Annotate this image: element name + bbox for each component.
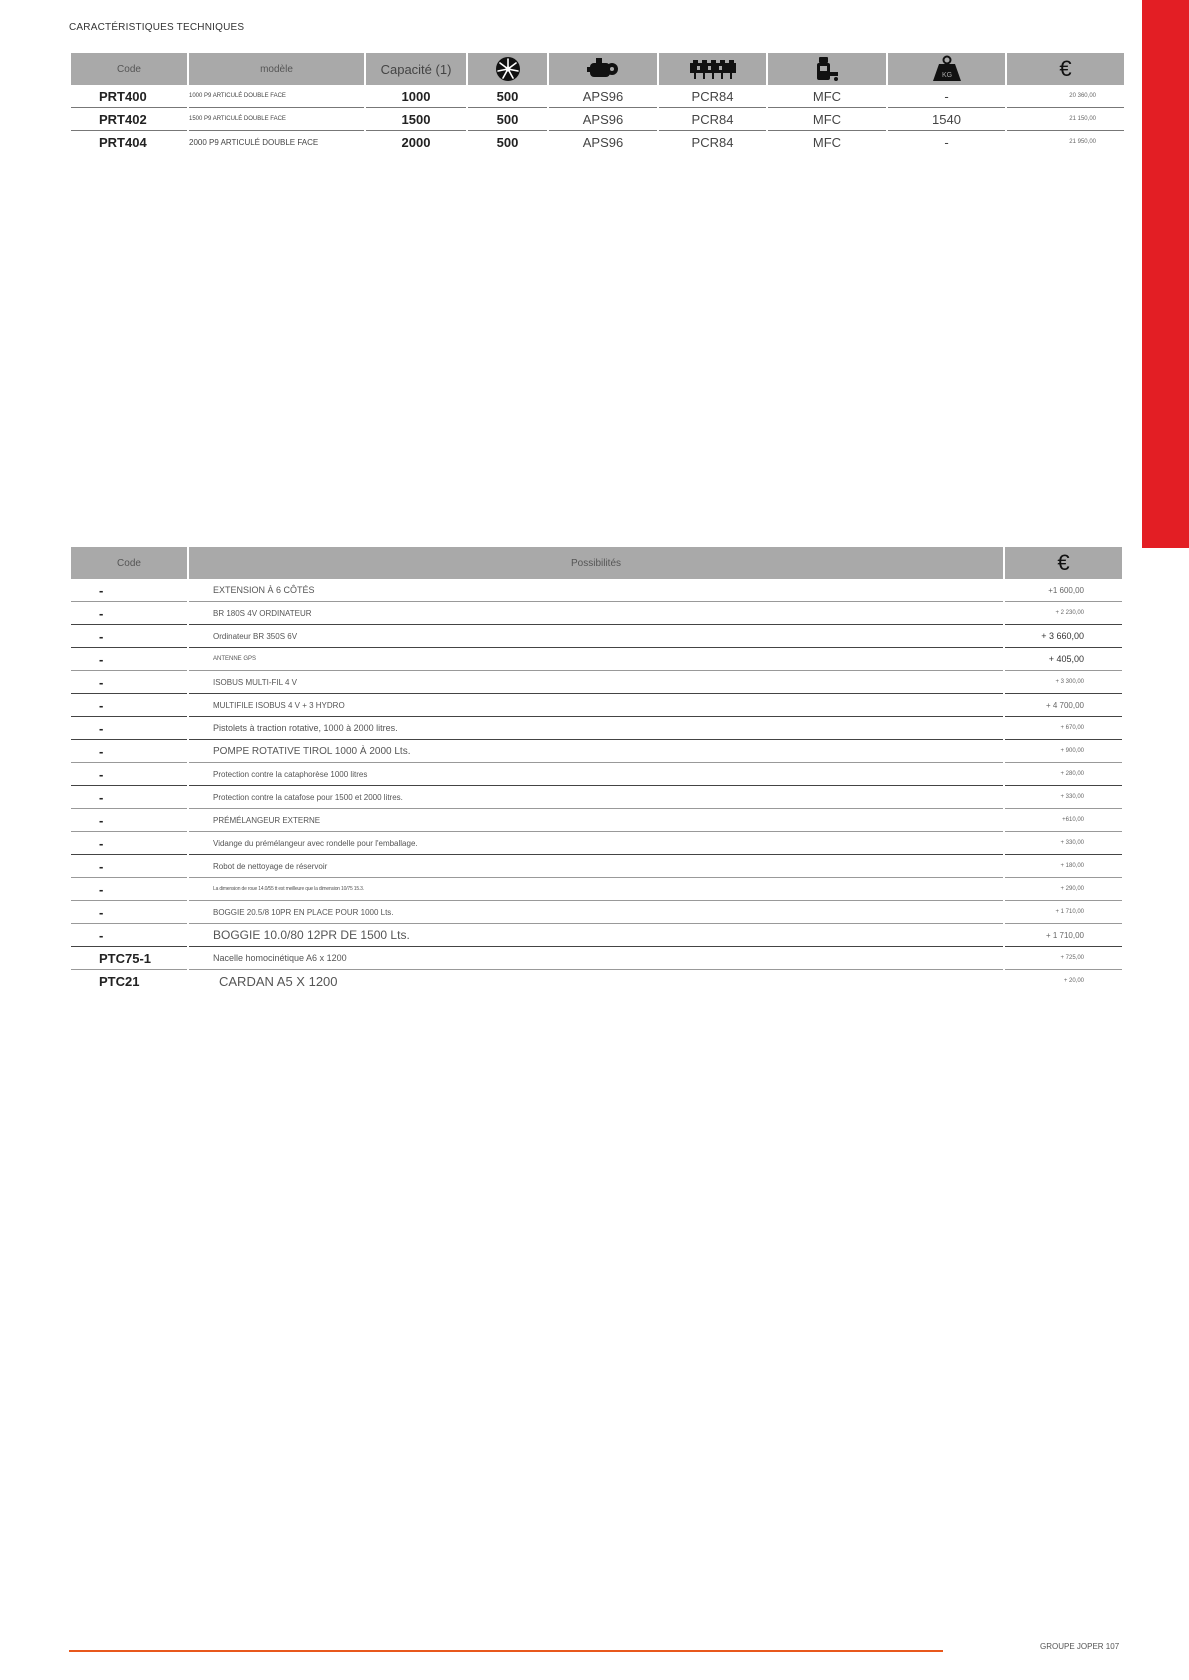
table-row [71,671,1122,694]
row-fan: 500 [496,134,519,150]
pump-icon [586,56,620,82]
option-price: + 670,00 [1005,717,1122,740]
row-code: PRT400 [71,85,187,108]
option-code: - [71,717,187,740]
option-price: + 725,00 [1005,947,1122,970]
option-code: - [71,924,187,947]
footer-line [69,1650,943,1652]
row-boom: PCR84 [659,108,766,131]
table-row [71,947,1122,970]
specs-header-code: Code [71,53,187,85]
table-row [71,85,1124,108]
control-icon [814,55,840,83]
option-code: - [71,786,187,809]
specs-table [69,53,1126,153]
option-code: - [71,671,187,694]
option-desc: MULTIFILE ISOBUS 4 V + 3 HYDRO [189,694,1003,717]
table-row [71,786,1122,809]
option-price: + 1 710,00 [1005,901,1122,924]
option-desc: Protection contre la catafose pour 1500 et 2000 litres. [189,786,1003,809]
option-price: + 900,00 [1005,740,1122,763]
row-fan: 500 [468,108,547,131]
specs-header-control [768,53,886,85]
table-row [71,648,1122,671]
table-row [71,832,1122,855]
table-row [71,717,1122,740]
option-code: - [71,625,187,648]
option-desc: BOGGIE 20.5/8 10PR EN PLACE POUR 1000 Lts. [189,901,1003,924]
table-row [71,970,1122,992]
option-desc: Pistolets à traction rotative, 1000 à 2000 litres. [189,717,1003,740]
row-capacity: 1000 [366,85,466,108]
table-row [71,809,1122,832]
option-code: - [71,740,187,763]
row-control: MFC [768,85,886,108]
table-row [71,740,1122,763]
option-code: - [71,648,187,671]
option-desc: PRÉMÉLANGEUR EXTERNE [189,809,1003,832]
row-capacity: 2000 [401,134,431,150]
option-desc: CARDAN A5 X 1200 [219,973,338,989]
option-desc: Robot de nettoyage de réservoir [189,855,1003,878]
option-desc: POMPE ROTATIVE TIROL 1000 À 2000 Lts. [189,740,1003,763]
boom-icon [688,57,738,81]
row-control: MFC [812,134,842,150]
option-price: + 280,00 [1005,763,1122,786]
option-price: + 330,00 [1005,832,1122,855]
option-price: +1 600,00 [1005,579,1122,602]
option-code: - [71,694,187,717]
table-row [71,694,1122,717]
options-table [69,547,1124,992]
option-price: + 405,00 [1005,648,1122,671]
weight-icon-label: KG [941,72,952,79]
option-desc: Ordinateur BR 350S 6V [189,625,1003,648]
option-desc: BOGGIE 10.0/80 12PR DE 1500 Lts. [189,924,1003,947]
option-price: + 2 230,00 [1005,602,1122,625]
option-price: + 4 700,00 [1005,694,1122,717]
row-weight: - [944,134,949,150]
euro-icon: € [1057,550,1070,575]
row-fan: 500 [468,85,547,108]
table-row [71,602,1122,625]
option-price: + 20,00 [1063,978,1084,984]
table-row [71,878,1122,901]
row-pump: APS96 [549,108,657,131]
option-code: - [71,855,187,878]
table-row [71,625,1122,648]
table-row [71,763,1122,786]
row-boom: PCR84 [691,134,734,150]
specs-header-weight [888,53,1005,85]
option-code: - [71,602,187,625]
row-model: 1000 P9 ARTICULÉ DOUBLE FACE [189,85,364,108]
options-header-code: Code [71,547,187,579]
option-price: + 3 660,00 [1005,625,1122,648]
option-desc: Nacelle homocinétique A6 x 1200 [189,947,1003,970]
row-boom: PCR84 [659,85,766,108]
row-price: 21 150,00 [1007,108,1124,131]
specs-header-model: modèle [189,53,364,85]
row-price: 21 950,00 [1069,139,1096,145]
option-desc: ANTENNE GPS [189,648,1003,671]
specs-header-price [1007,53,1124,85]
row-pump: APS96 [549,85,657,108]
row-code: PRT402 [71,108,187,131]
option-price: + 1 710,00 [1005,924,1122,947]
specs-header-capacity: Capacité (1) [366,53,466,85]
option-price: + 180,00 [1005,855,1122,878]
row-price: 20 360,00 [1007,85,1124,108]
specs-header-boom [659,53,766,85]
table-row [71,579,1122,602]
options-header-desc: Possibilités [189,547,1003,579]
option-code: PTC21 [99,973,140,989]
option-code: - [71,901,187,924]
table-row [71,131,1124,153]
row-pump: APS96 [582,134,624,150]
option-desc: EXTENSION À 6 CÔTÉS [189,579,1003,602]
option-code: - [71,579,187,602]
table-row [71,855,1122,878]
option-desc: Protection contre la cataphorèse 1000 litres [189,763,1003,786]
row-capacity: 1500 [366,108,466,131]
specs-header-row [71,53,1124,85]
option-price: +610,00 [1005,809,1122,832]
euro-icon: € [1059,56,1072,81]
option-price: + 290,00 [1005,878,1122,901]
red-side-tab [1142,0,1189,548]
option-code: - [71,832,187,855]
section-title: CARACTÉRISTIQUES TECHNIQUES [69,22,245,33]
row-model: 1500 P9 ARTICULÉ DOUBLE FACE [189,108,364,131]
option-desc: La dimension de roue 14.0/55 tt est meilleure que la dimension 10/75 15.3. [189,878,1003,901]
row-model: 2000 P9 ARTICULÉ DOUBLE FACE [189,137,319,147]
specs-header-pump [549,53,657,85]
fan-icon [495,56,521,82]
option-code: - [71,763,187,786]
option-price: + 330,00 [1005,786,1122,809]
row-weight: 1540 [888,108,1005,131]
option-desc: ISOBUS MULTI-FIL 4 V [189,671,1003,694]
weight-icon [930,55,964,83]
specs-header-fan [468,53,547,85]
options-header-price [1005,547,1122,579]
option-code: - [71,878,187,901]
options-header-row [71,547,1122,579]
option-code: PTC75-1 [71,947,187,970]
table-row [71,924,1122,947]
table-row [71,108,1124,131]
option-desc: Vidange du prémélangeur avec rondelle pour l'emballage. [189,832,1003,855]
table-row [71,901,1122,924]
row-code: PRT404 [99,134,147,150]
option-desc: BR 180S 4V ORDINATEUR [189,602,1003,625]
row-control: MFC [768,108,886,131]
footer-text: GROUPE JOPER 107 [1040,1642,1120,1651]
row-weight: - [888,85,1005,108]
option-price: + 3 300,00 [1005,671,1122,694]
option-code: - [71,809,187,832]
